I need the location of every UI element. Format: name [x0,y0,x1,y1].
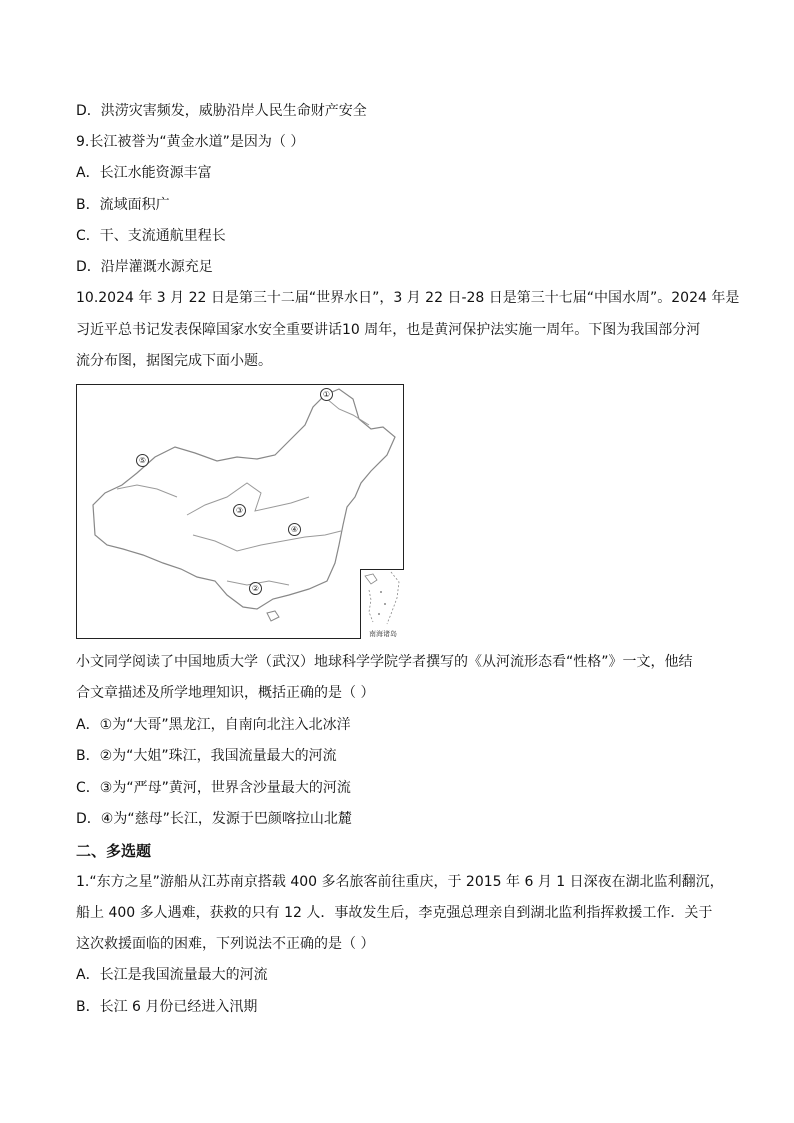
river-tarim [117,485,177,497]
inset-label: 南海诸岛 [369,630,397,638]
river-heilongjiang [327,399,369,425]
question-10-stem-line-2: 习近平总书记发表保障国家水安全重要讲话10 周年，也是黄河保护法实施一周年。下图为我国部分河 [76,322,701,338]
china-river-map [76,384,404,639]
question-10-option-b: B．②为“大姐”珠江，我国流量最大的河流 [76,748,337,764]
mc-question-1-line-3: 这次救援面临的困难，下列说法不正确的是（ ） [76,936,375,952]
mc-question-1-option-b: B．长江 6 月份已经进入汛期 [76,999,258,1015]
question-9-option-c: C．干、支流通航里程长 [76,228,226,244]
river-yellow [187,483,309,515]
inset-drawing [361,570,404,630]
question-9-option-d: D．沿岸灌溉水源充足 [76,259,213,275]
mc-question-1-line-2: 船上 400 多人遇难，获救的只有 12 人．事故发生后，李克强总理亲自到湖北监利指挥救援工作．关于 [76,905,713,921]
option-9d-prev: D．洪涝灾害频发，威胁沿岸人民生命财产安全 [76,103,367,119]
question-10-context-line-1: 小文同学阅读了中国地质大学（武汉）地球科学学院学者撰写的《从河流形态看“性格”》一文，他结 [76,654,693,670]
question-10-option-d: D．④为“慈母”长江，发源于巴颜喀拉山北麓 [76,811,352,827]
section-heading-multiple-choice: 二、多选题 [76,842,152,860]
marker-5: ⑤ [136,454,149,467]
marker-4: ④ [288,523,301,536]
mc-question-1-option-a: A．长江是我国流量最大的河流 [76,967,268,983]
marker-3: ③ [233,504,246,517]
question-10-stem-line-3: 流分布图，据图完成下面小题。 [76,353,272,369]
question-9-stem: 9.长江被誉为“黄金水道”是因为（ ） [76,134,305,150]
mc-question-1-line-1: 1.“东方之星”游船从江苏南京搭载 400 多名旅客前往重庆，于 2015 年 6 月 1 日深夜在湖北监利翻沉， [76,874,724,890]
china-border [93,389,395,609]
question-10-option-a: A．①为“大哥”黑龙江，自南向北注入北冰洋 [76,717,351,733]
question-9-option-a: A．长江水能资源丰富 [76,165,212,181]
marker-1: ① [320,388,333,401]
hainan-island [267,611,279,621]
question-10-context-line-2: 合文章描述及所学地理知识，概括正确的是（ ） [76,685,375,701]
question-9-option-b: B．流域面积广 [76,197,170,213]
question-10-option-c: C．③为“严母”黄河，世界含沙量最大的河流 [76,780,351,796]
south-china-sea-inset [360,569,404,639]
river-yangtze [193,531,341,551]
marker-2: ② [249,582,262,595]
question-10-stem-line-1: 10.2024 年 3 月 22 日是第三十二届“世界水日”，3 月 22 日-28 日是第三十七届“中国水周”。2024 年是 [76,290,740,306]
